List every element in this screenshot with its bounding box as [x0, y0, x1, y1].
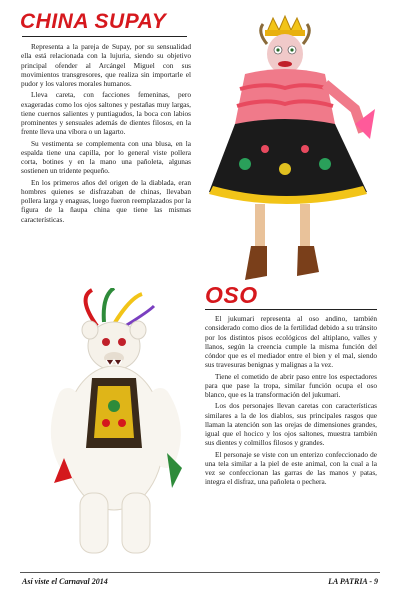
oso-title: OSO [205, 282, 258, 308]
oso-text [205, 314, 377, 489]
china-supay-paragraph: En los primeros años del origen de la diablada, eran hombres quienes se disfrazaban de chinas, llevaban pollera larga y enaguas, luego fueron reemplazados por la figura de la ñaupa china que tiene las mismas características. [21, 177, 191, 224]
oso-title-rule [205, 309, 377, 310]
oso-paragraph: Tiene el cometido de abrir paso entre los espectadores para que pase la tropa, similar función ocupa el oso blanco, que es la transformación del jukumari. [205, 371, 377, 399]
china-supay-title-rule [22, 36, 187, 37]
china-supay-dancer-photo [205, 14, 380, 284]
oso-paragraph: Los dos personajes llevan caretas con características similares a la de los diablos, sus principales rasgos que llaman la atención son las orejas de dimensiones grandes, igual que el hocico y los ojos saltones, muestra también sus dientes y colmillos filosos y grandes. [205, 401, 377, 448]
china-supay-title: CHINA SUPAY [20, 10, 167, 33]
china-supay-paragraph: Su vestimenta se complementa con una blusa, en la espalda tiene una capilla, por lo general viste pollera corta, botines y en la mano una pañoleta, algunas sostienen un tridente pequeño. [21, 138, 191, 176]
china-supay-text [21, 42, 191, 226]
oso-paragraph: El jukumari representa al oso andino, también considerado como dios de la fertilidad debido a su tránsito por los distintos pisos ecológicos del altiplano, valles y llanos, según la creencia cumple la misma función del cóndor que es el mediador entre el bien y el mal, siendo sus travesuras benignas y malignas a la vez. [205, 314, 377, 370]
china-supay-paragraph: Representa a la pareja de Supay, por su sensualidad ella está relacionada con la lujuria, siendo su objetivo principal ofender al Arcángel Miguel con sus movimientos transgresores, que realiza sin importarle el pudor y los valores morales humanos. [21, 42, 191, 88]
footer-page-number: LA PATRIA - 9 [328, 577, 378, 586]
footer-rule [20, 572, 380, 573]
oso-dancer-photo [42, 288, 192, 563]
china-supay-paragraph: Lleva careta, con facciones femeninas, pero exageradas como los ojos saltones y pestañas muy largas, tiene cuernos salientes y puntiagudos, la boca con labios prominentes y sensuales además de dientes filosos, en la frente lleva una víbora o un lagarto. [21, 90, 191, 137]
oso-paragraph: El personaje se viste con un enterizo confeccionado de una tela similar a la piel de este animal, con la cual a la vez se confeccionan las garras de las manos y patas, integra el disfraz, una pañoleta o pechera. [205, 449, 377, 487]
footer-publication: Así viste el Carnaval 2014 [22, 577, 108, 586]
